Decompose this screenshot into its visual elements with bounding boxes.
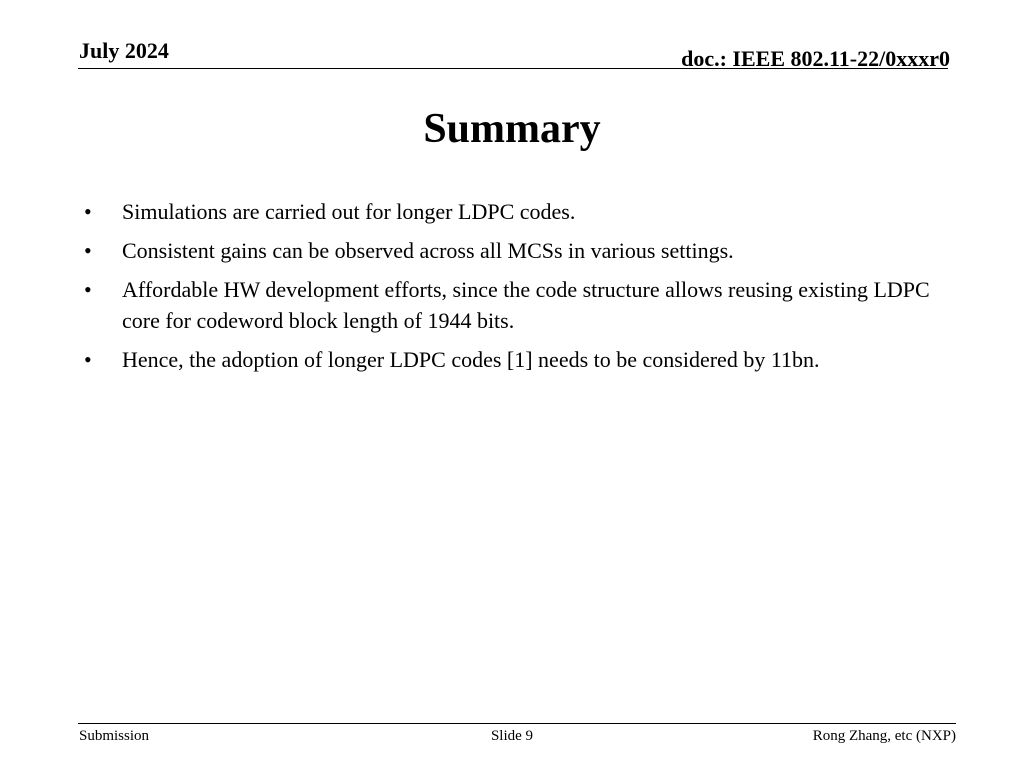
bullet-dot-icon: • bbox=[84, 347, 92, 372]
bullet-list bbox=[84, 196, 944, 383]
header-divider bbox=[78, 68, 948, 69]
footer-divider bbox=[78, 723, 956, 724]
bullet-item bbox=[84, 235, 944, 266]
bullet-item bbox=[84, 196, 944, 227]
bullet-item bbox=[84, 344, 944, 375]
header-date: July 2024 bbox=[79, 38, 169, 63]
footer-author: Rong Zhang, etc (NXP) bbox=[812, 728, 956, 744]
bullet-dot-icon: • bbox=[84, 277, 92, 302]
bullet-text: Hence, the adoption of longer LDPC codes [1] needs to be considered by 11bn. bbox=[122, 347, 820, 372]
slide-title: Summary bbox=[423, 106, 601, 152]
bullet-text: Affordable HW development efforts, since the code structure allows reusing existing LDPC core for codeword block length of 1944 bits. bbox=[122, 277, 930, 333]
footer-submission: Submission bbox=[79, 728, 150, 744]
footer-slide-number: Slide 9 bbox=[490, 728, 534, 744]
bullet-text: Consistent gains can be observed across all MCSs in various settings. bbox=[122, 238, 734, 263]
bullet-dot-icon: • bbox=[84, 199, 92, 224]
bullet-item bbox=[84, 274, 944, 336]
bullet-text: Simulations are carried out for longer LDPC codes. bbox=[122, 199, 576, 224]
header-doc-id: doc.: IEEE 802.11-22/0xxxr0 bbox=[681, 46, 950, 71]
bullet-dot-icon: • bbox=[84, 238, 92, 263]
